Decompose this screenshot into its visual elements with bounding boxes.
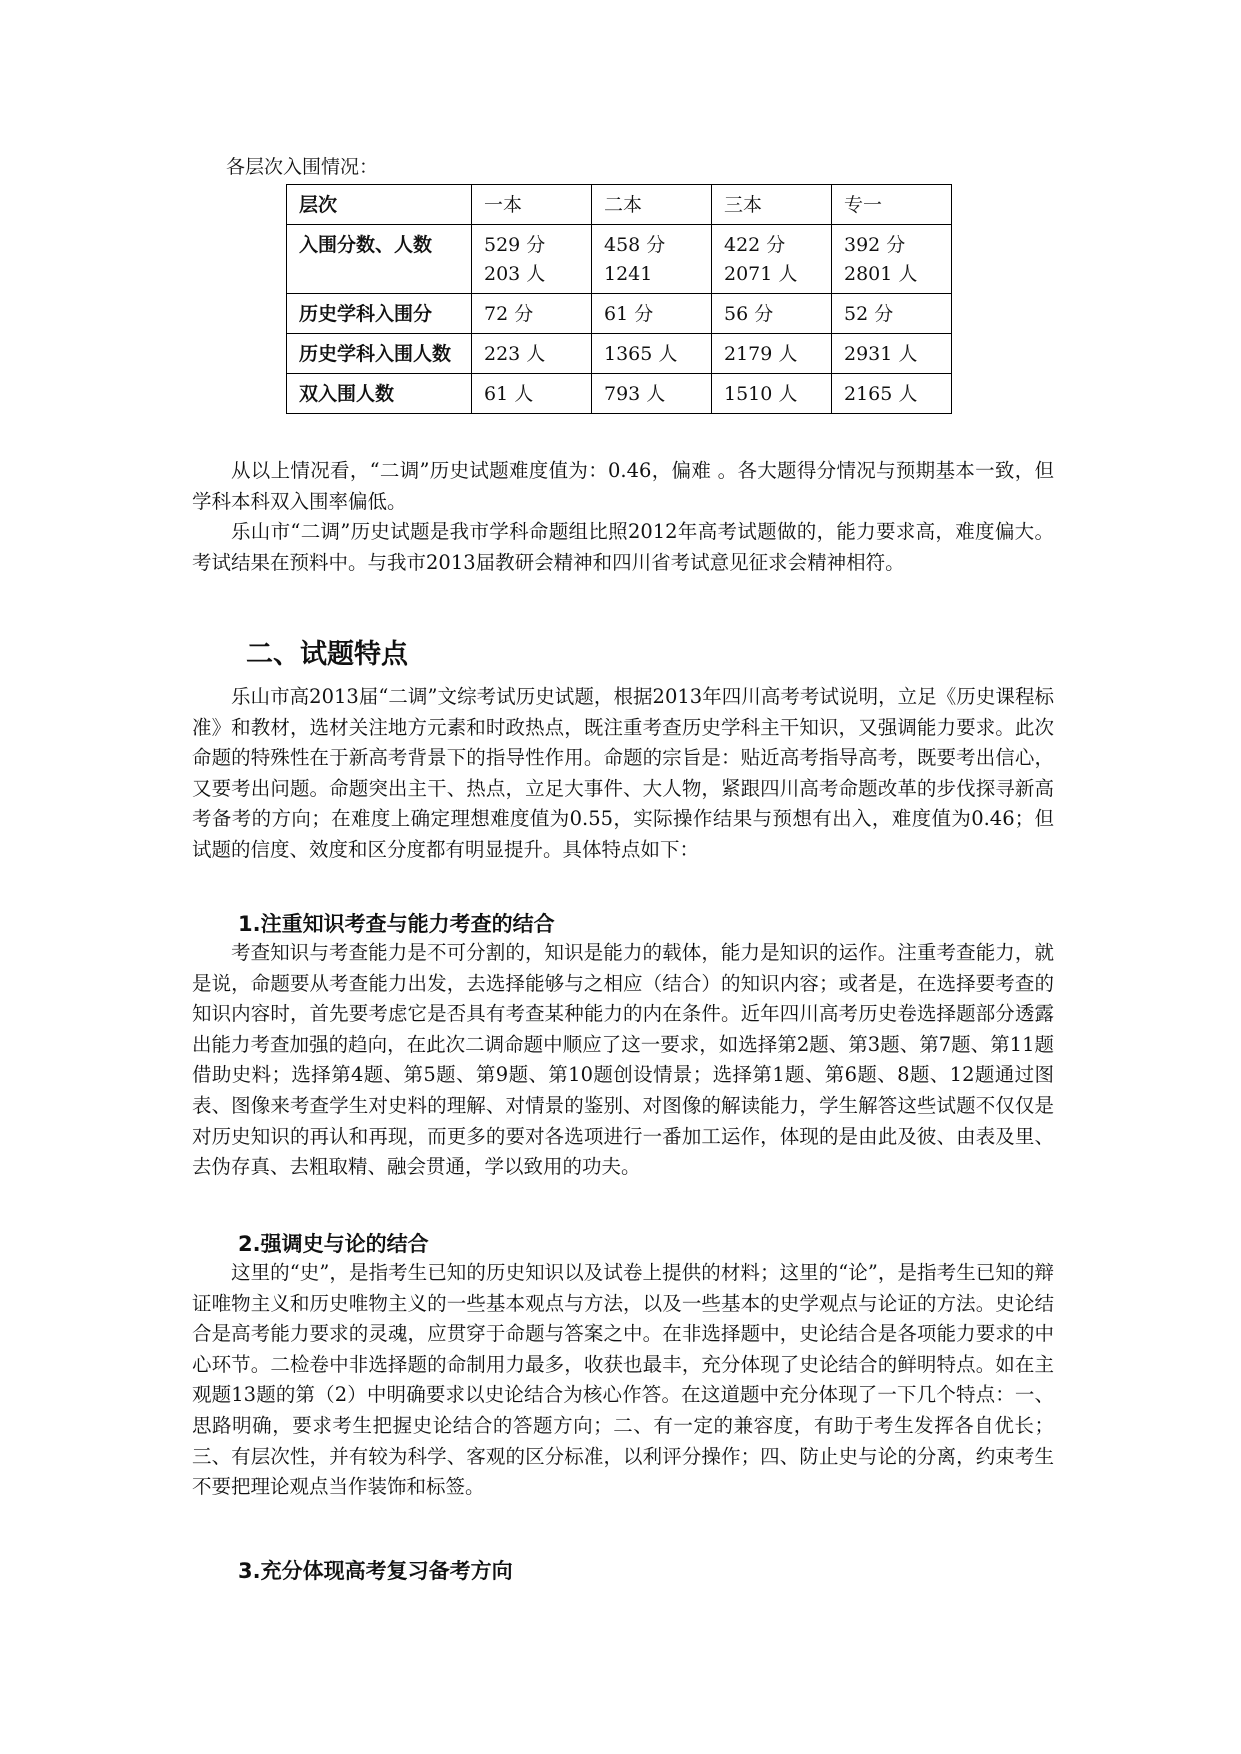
paragraph: 考查知识与考查能力是不可分割的，知识是能力的载体，能力是知识的运作。注重考查能力，就是说，命题要从考查能力出发，去选择能够与之相应（结合）的知识内容；或者是，在选择要考查的知识内容时，首先要考虑它是否具有考查某种能力的内在条件。近年四川高考历史卷选择题部分透露出能力考查加强的趋向，在此次二调命题中顺应了这一要求，如选择第2题、第3题、第7题、第11题借助史料；选择第4题、第5题、第9题、第10题创设情景；选择第1题、第6题、8题、12题通过图表、图像来考查学生对史料的理解、对情景的鉴别、对图像的解读能力，学生解答这些试题不仅仅是对历史知识的再认和再现，而更多的要对各选项进行一番加工运作，体现的是由此及彼、由表及里、去伪存真、去粗取精、融会贯通，学以致用的功夫。 bbox=[192, 941, 1054, 1179]
row-label: 入围分数、人数 bbox=[287, 225, 472, 294]
body-text-block-2 bbox=[192, 682, 1054, 866]
paragraph: 乐山市高2013届“二调”文综考试历史试题，根据2013年四川高考考试说明，立足《历史课程标准》和教材，选材关注地方元素和时政热点，既注重考查历史学科主干知识，又强调能力要求。此次命题的特殊性在于新高考背景下的指导性作用。命题的宗旨是：贴近高考指导高考，既要考出信心，又要考出问题。命题突出主干、热点，立足大事件、大人物，紧跟四川高考命题改革的步伐探寻新高考备考的方向；在难度上确定理想难度值为0.55，实际操作结果与预想有出入，难度值为0.46；但试题的信度、效度和区分度都有明显提升。具体特点如下： bbox=[192, 685, 1054, 861]
table-cell: 2931 人 bbox=[832, 334, 952, 374]
table-cell: 72 分 bbox=[472, 294, 592, 334]
paragraph: 乐山市“二调”历史试题是我市学科命题组比照2012年高考试题做的，能力要求高，难度偏大。考试结果在预料中。与我市2013届教研会精神和四川省考试意见征求会精神相符。 bbox=[192, 520, 1054, 574]
table-cell: 1510 人 bbox=[712, 374, 832, 414]
cell-line: 1241 bbox=[604, 263, 653, 285]
table-row bbox=[287, 294, 952, 334]
cell-line: 2801 人 bbox=[844, 263, 918, 285]
table-header-cell: 专一 bbox=[832, 185, 952, 225]
table-cell bbox=[712, 225, 832, 294]
cell-line: 2071 人 bbox=[724, 263, 798, 285]
cell-line: 529 分 bbox=[484, 234, 546, 256]
table-cell: 2165 人 bbox=[832, 374, 952, 414]
row-label: 历史学科入围人数 bbox=[287, 334, 472, 374]
subheading: 3.充分体现高考复习备考方向 bbox=[238, 1559, 513, 1583]
row-label: 双入围人数 bbox=[287, 374, 472, 414]
table-header-cell: 层次 bbox=[287, 185, 472, 225]
table-cell: 56 分 bbox=[712, 294, 832, 334]
subheading: 2.强调史与论的结合 bbox=[238, 1232, 429, 1256]
table-header-row bbox=[287, 185, 952, 225]
paragraph: 这里的“史”，是指考生已知的历史知识以及试卷上提供的材料；这里的“论”，是指考生已知的辩证唯物主义和历史唯物主义的一些基本观点与方法，以及一些基本的史学观点与论证的方法。史论结合是高考能力要求的灵魂，应贯穿于命题与答案之中。在非选择题中，史论结合是各项能力要求的中心环节。二检卷中非选择题的命制用力最多，收获也最丰，充分体现了史论结合的鲜明特点。如在主观题13题的第（2）中明确要求以史论结合为核心作答。在这道题中充分体现了一下几个特点：一、思路明确，要求考生把握史论结合的答题方向；二、有一定的兼容度，有助于考生发挥各自优长；三、有层次性，并有较为科学、客观的区分标准，以利评分操作；四、防止史与论的分离，约束考生不要把理论观点当作装饰和标签。 bbox=[192, 1261, 1054, 1499]
table-cell: 223 人 bbox=[472, 334, 592, 374]
table-row bbox=[287, 334, 952, 374]
table-row bbox=[287, 374, 952, 414]
table-cell: 793 人 bbox=[592, 374, 712, 414]
table-header-cell: 一本 bbox=[472, 185, 592, 225]
table-caption: 各层次入围情况： bbox=[226, 156, 379, 178]
cell-line: 422 分 bbox=[724, 234, 786, 256]
body-text-block-4 bbox=[192, 1258, 1054, 1503]
table-header-cell: 二本 bbox=[592, 185, 712, 225]
body-text-block-3 bbox=[192, 938, 1054, 1183]
subheading: 1.注重知识考查与能力考查的结合 bbox=[238, 912, 555, 936]
table-cell: 52 分 bbox=[832, 294, 952, 334]
row-label: 历史学科入围分 bbox=[287, 294, 472, 334]
table-cell: 61 人 bbox=[472, 374, 592, 414]
table-header-cell: 三本 bbox=[712, 185, 832, 225]
table-cell: 1365 人 bbox=[592, 334, 712, 374]
table-cell: 61 分 bbox=[592, 294, 712, 334]
table-cell bbox=[472, 225, 592, 294]
cell-line: 203 人 bbox=[484, 263, 546, 285]
table-cell bbox=[832, 225, 952, 294]
table-cell bbox=[592, 225, 712, 294]
cell-line: 458 分 bbox=[604, 234, 666, 256]
cell-line: 392 分 bbox=[844, 234, 906, 256]
body-text-block-1 bbox=[192, 456, 1054, 578]
paragraph: 从以上情况看，“二调”历史试题难度值为：0.46，偏难 。各大题得分情况与预期基本一致，但学科本科双入围率偏低。 bbox=[192, 459, 1054, 513]
admission-table bbox=[286, 184, 952, 414]
table-row bbox=[287, 225, 952, 294]
table-cell: 2179 人 bbox=[712, 334, 832, 374]
section-heading: 二、试题特点 bbox=[246, 639, 408, 670]
